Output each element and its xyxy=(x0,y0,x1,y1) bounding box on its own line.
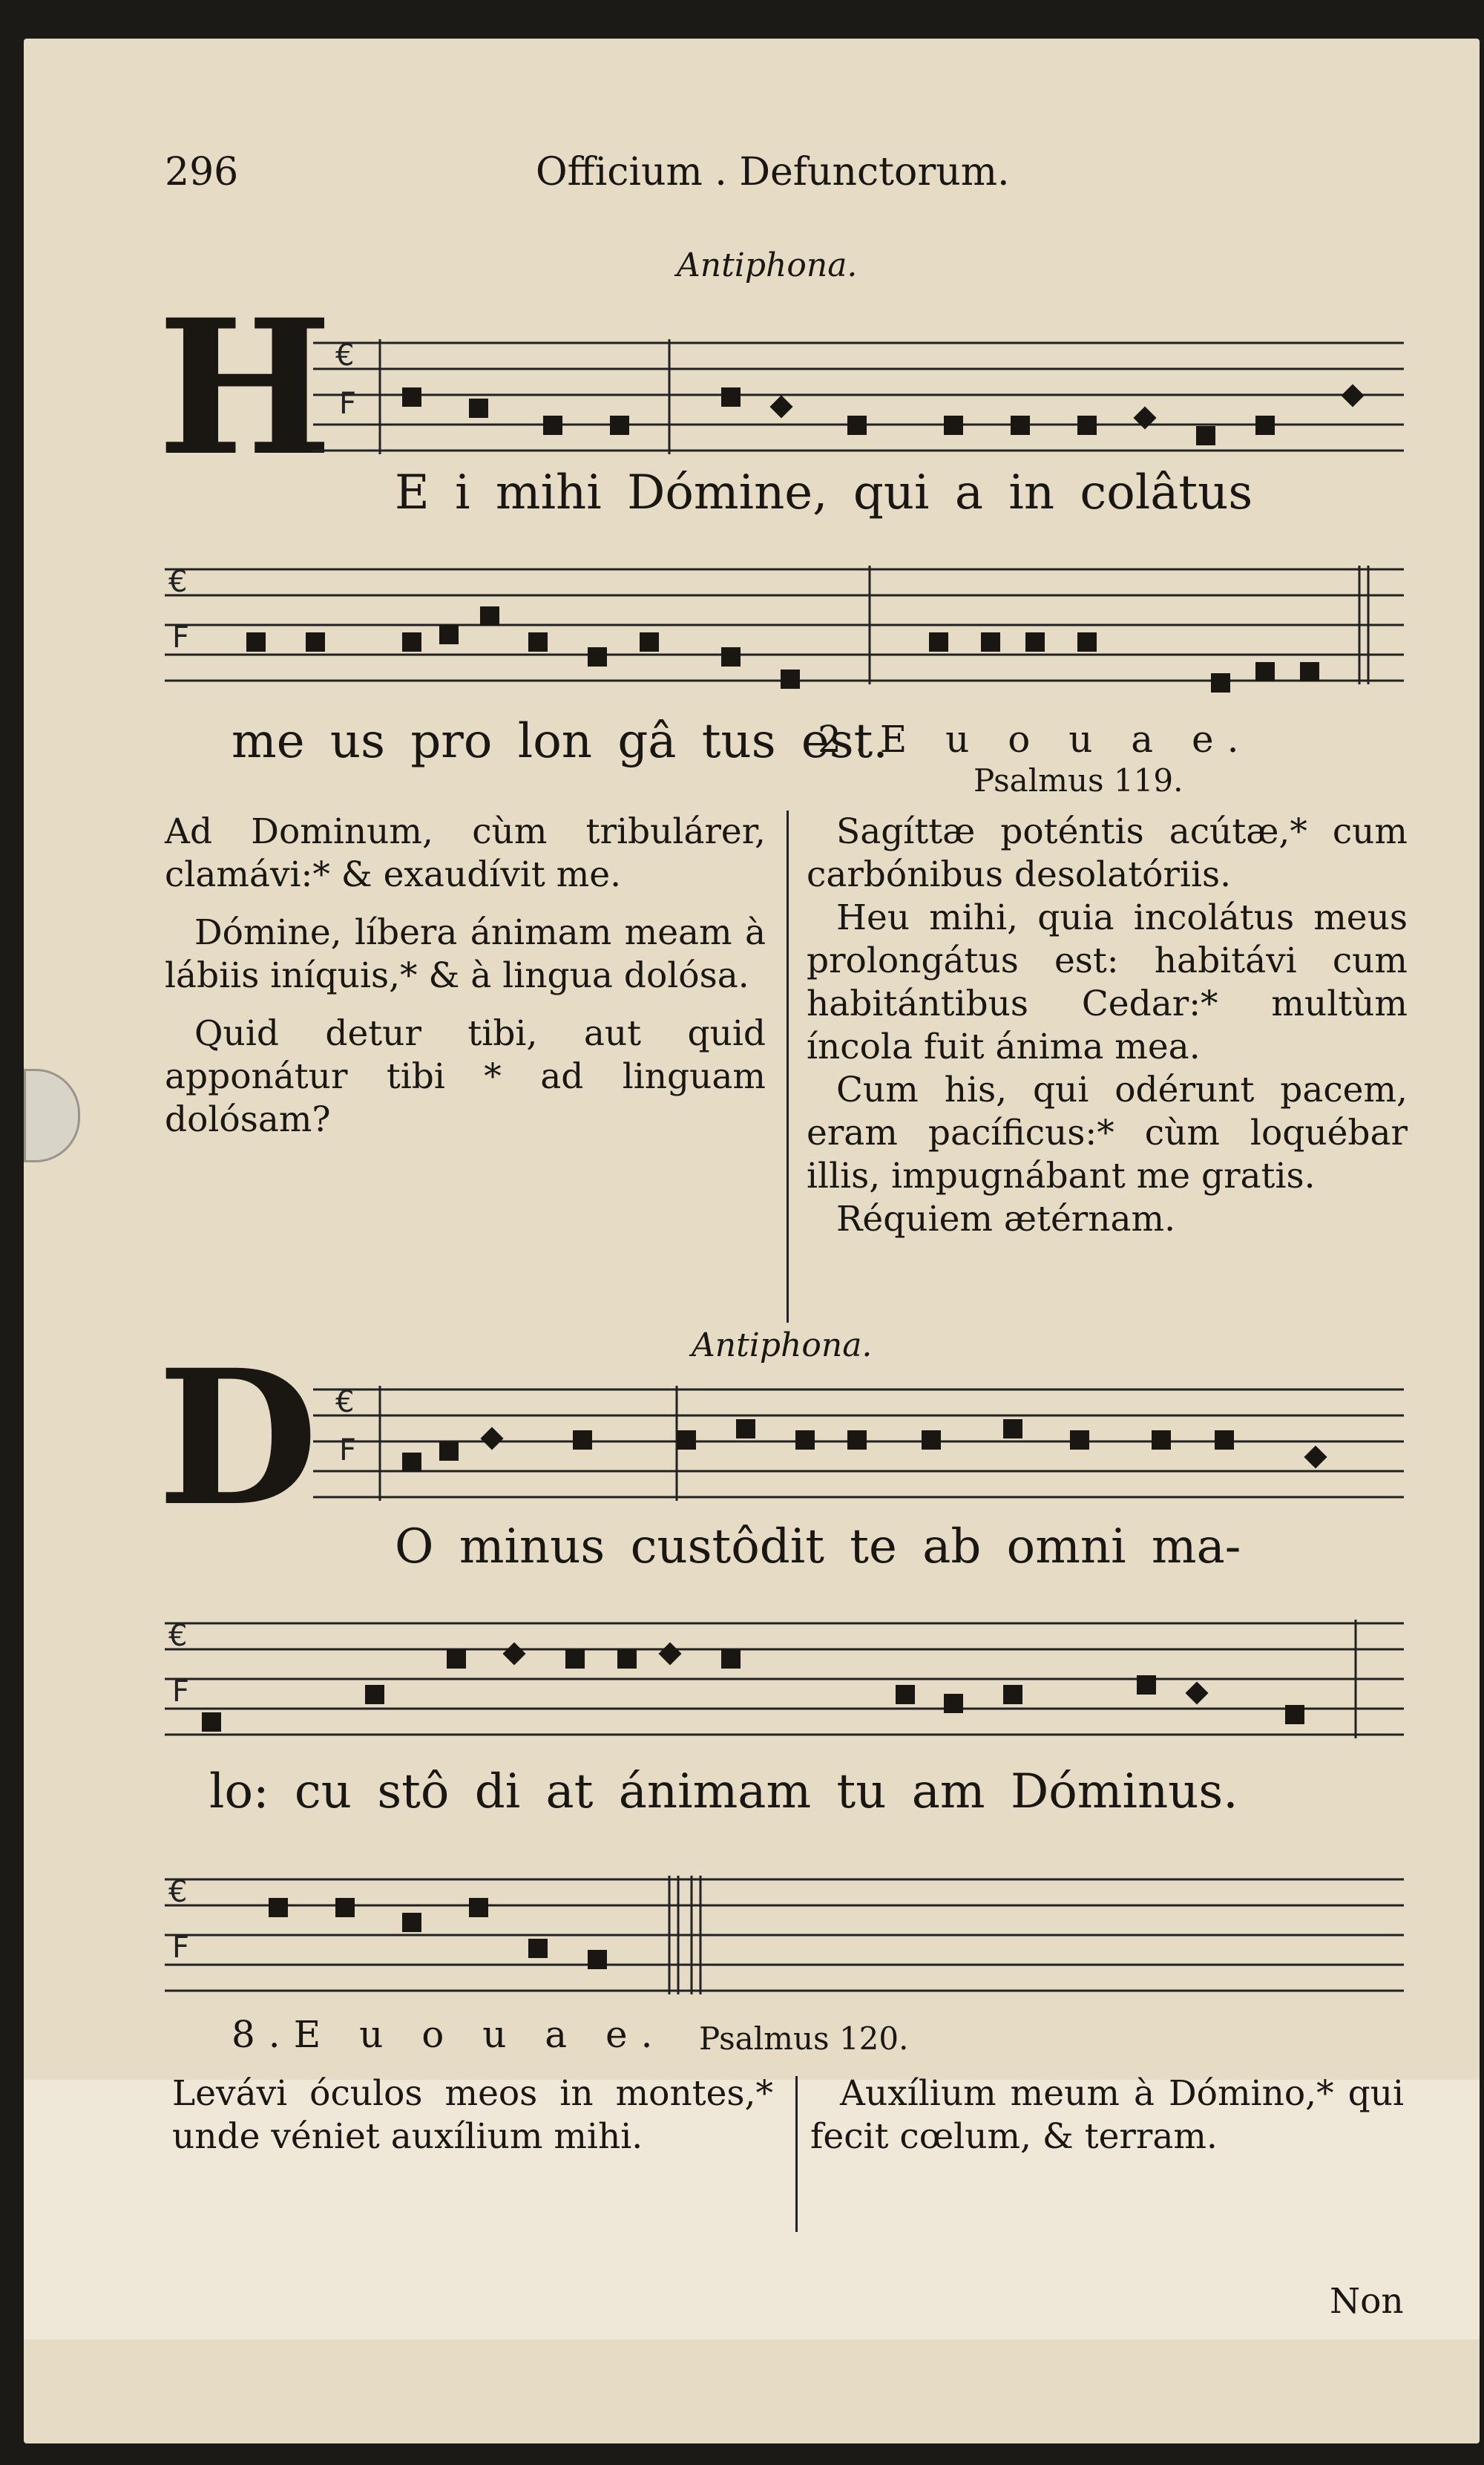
antiphon-label: Antiphona. xyxy=(692,1326,873,1364)
lyrics-line-4: lo: cu stô di at ánimam tu am Dóminus. xyxy=(209,1764,1238,1819)
book-page xyxy=(24,39,1480,2443)
verse: Dómine, líbera ánimam meam à lábiis iníquis,* & à lingua dolósa. xyxy=(165,912,766,996)
catchword: Non xyxy=(1330,2281,1404,2322)
antiphon-label: Antiphona. xyxy=(677,246,858,284)
verse: Sagíttæ poténtis acútæ,* cum carbónibus desolatóriis. xyxy=(807,811,1408,895)
verse: Ad Dominum, cùm tribulárer, clamávi:* & exaudívit me. xyxy=(165,811,766,895)
initial-letter-d: D xyxy=(157,1329,318,1547)
svg-text:€: € xyxy=(168,1875,188,1909)
running-title: Officium . Defunctorum. xyxy=(536,150,1010,194)
verse: Heu mihi, quia incolátus meus prolongátus est: habitávi cum habitántibus Cedar:* multùm íncola fuit ánima mea. xyxy=(807,897,1408,1067)
column-rule xyxy=(787,811,789,1323)
column-rule xyxy=(795,2076,798,2232)
svg-text:F: F xyxy=(172,1675,190,1709)
psalm-119-right-column xyxy=(807,811,1408,1241)
psalm-119-title: Psalmus 119. xyxy=(974,762,1183,799)
verse: Réquiem ætérnam. xyxy=(836,1199,1176,1240)
euouae-1: 2.E u o u a e. xyxy=(818,718,1252,761)
verse: Quid detur tibi, aut quid apponátur tibi * ad linguam dolósam? xyxy=(165,1013,766,1140)
svg-text:F: F xyxy=(172,1931,190,1965)
verse: Auxílium meum à Dómino,* qui fecit cœlum, & terram. xyxy=(810,2073,1404,2157)
svg-text:€: € xyxy=(168,565,188,599)
page-number: 296 xyxy=(165,150,239,194)
svg-text:F: F xyxy=(339,1433,357,1467)
svg-text:€: € xyxy=(168,1619,188,1653)
lyrics-line-2: me us pro lon gâ tus est. xyxy=(232,714,888,769)
lyrics-line-1: E i mihi Dómine, qui a in colâtus xyxy=(395,465,1253,520)
initial-letter-h: H xyxy=(157,278,333,497)
svg-text:F: F xyxy=(339,387,357,421)
psalm-120-title: Psalmus 120. xyxy=(699,2020,909,2057)
svg-text:F: F xyxy=(172,621,190,655)
svg-text:€: € xyxy=(335,1385,355,1419)
lyrics-line-3: O minus custôdit te ab omni ma- xyxy=(395,1519,1241,1574)
svg-text:€: € xyxy=(335,338,355,373)
verse: Levávi óculos meos in montes,* unde véniet auxílium mihi. xyxy=(172,2073,773,2157)
psalm-120-left-column xyxy=(172,2072,773,2158)
psalm-119-left-column xyxy=(165,811,766,1142)
psalm-120-right-column xyxy=(810,2072,1404,2158)
euouae-2: 8.E u o u a e. xyxy=(232,2013,666,2056)
verse: Cum his, qui odérunt pacem, eram pacíficus:* cùm loquébar illis, impugnábant me gratis. xyxy=(807,1070,1408,1197)
